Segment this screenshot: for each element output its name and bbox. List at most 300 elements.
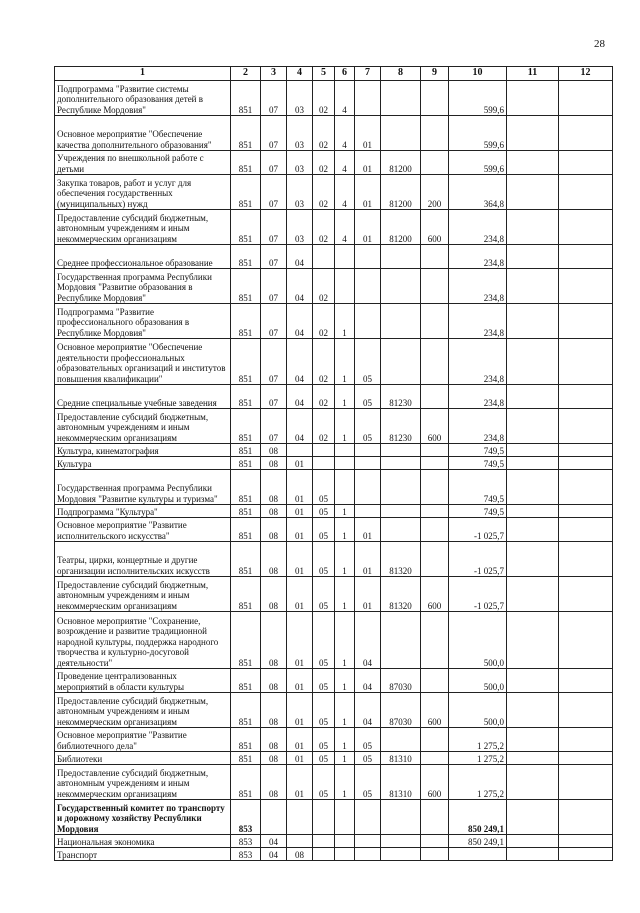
column-12-cell — [559, 210, 613, 245]
column-12-cell — [559, 304, 613, 339]
section-cell: 08 — [261, 518, 287, 542]
budget-code-cell: 853 — [231, 835, 261, 848]
budget-code-cell: 851 — [231, 116, 261, 151]
subsection-cell: 04 — [287, 269, 313, 304]
subsection-cell: 01 — [287, 765, 313, 800]
section-cell: 08 — [261, 693, 287, 728]
subsection-cell: 01 — [287, 612, 313, 669]
direction-cell — [381, 339, 421, 385]
expense-type-cell — [421, 470, 449, 505]
column-12-cell — [559, 728, 613, 752]
expense-type-cell — [421, 245, 449, 269]
subsection-cell: 04 — [287, 409, 313, 444]
subsection-cell: 01 — [287, 457, 313, 470]
section-cell: 08 — [261, 470, 287, 505]
section-cell: 08 — [261, 728, 287, 752]
table-row — [55, 444, 613, 457]
program-cell: 02 — [313, 151, 335, 175]
section-cell: 08 — [261, 505, 287, 518]
table-row — [55, 116, 613, 151]
column-12-cell — [559, 444, 613, 457]
expense-type-cell — [421, 269, 449, 304]
program-cell: 05 — [313, 669, 335, 693]
row-name-cell: Средние специальные учебные заведения — [55, 385, 231, 409]
activity-cell — [355, 470, 381, 505]
section-cell: 08 — [261, 457, 287, 470]
subsection-cell: 01 — [287, 577, 313, 612]
direction-cell — [381, 612, 421, 669]
row-name-cell: Культура, кинематография — [55, 444, 231, 457]
program-cell: 05 — [313, 505, 335, 518]
column-11-cell — [507, 505, 559, 518]
column-12-cell — [559, 151, 613, 175]
subprogram-cell: 4 — [335, 81, 355, 116]
column-11-cell — [507, 304, 559, 339]
program-cell: 05 — [313, 470, 335, 505]
program-cell: 02 — [313, 385, 335, 409]
direction-cell — [381, 304, 421, 339]
budget-code-cell: 851 — [231, 470, 261, 505]
budget-code-cell: 851 — [231, 728, 261, 752]
program-cell — [313, 835, 335, 848]
program-cell — [313, 444, 335, 457]
program-cell: 05 — [313, 612, 335, 669]
direction-cell — [381, 444, 421, 457]
table-row — [55, 385, 613, 409]
row-name-cell: Закупка товаров, работ и услуг для обеспечения государственных (муниципальных) нужд — [55, 175, 231, 210]
direction-cell — [381, 848, 421, 861]
amount-cell: 234,8 — [449, 339, 507, 385]
table-row — [55, 728, 613, 752]
column-12-cell — [559, 518, 613, 542]
amount-cell: 500,0 — [449, 612, 507, 669]
program-cell: 05 — [313, 693, 335, 728]
subprogram-cell: 4 — [335, 116, 355, 151]
subsection-cell: 01 — [287, 752, 313, 765]
amount-cell: 749,5 — [449, 470, 507, 505]
section-cell: 07 — [261, 175, 287, 210]
column-12-cell — [559, 612, 613, 669]
program-cell: 02 — [313, 175, 335, 210]
column-12-cell — [559, 505, 613, 518]
expense-type-cell: 600 — [421, 210, 449, 245]
subsection-cell: 08 — [287, 848, 313, 861]
expense-type-cell — [421, 669, 449, 693]
column-12-cell — [559, 339, 613, 385]
column-header: 10 — [449, 67, 507, 81]
expense-type-cell — [421, 728, 449, 752]
subprogram-cell — [335, 444, 355, 457]
subprogram-cell: 1 — [335, 518, 355, 542]
subprogram-cell: 1 — [335, 542, 355, 577]
row-name-cell: Предоставление субсидий бюджетным, автономным учреждениям и иным некоммерческим организациям — [55, 577, 231, 612]
row-name-cell: Основное мероприятие "Обеспечение деятельности профессиональных образовательных организаций и институтов повышения квалификации" — [55, 339, 231, 385]
program-cell: 02 — [313, 116, 335, 151]
expense-type-cell — [421, 444, 449, 457]
table-row — [55, 470, 613, 505]
subprogram-cell: 1 — [335, 693, 355, 728]
direction-cell — [381, 518, 421, 542]
budget-code-cell: 851 — [231, 752, 261, 765]
section-cell: 08 — [261, 542, 287, 577]
section-cell — [261, 800, 287, 835]
table-row — [55, 151, 613, 175]
column-11-cell — [507, 765, 559, 800]
subprogram-cell: 1 — [335, 385, 355, 409]
column-11-cell — [507, 577, 559, 612]
subprogram-cell — [335, 848, 355, 861]
row-name-cell: Государственная программа Республики Мордовия "Развитие культуры и туризма" — [55, 470, 231, 505]
row-name-cell: Среднее профессиональное образование — [55, 245, 231, 269]
column-11-cell — [507, 116, 559, 151]
direction-cell: 81200 — [381, 151, 421, 175]
program-cell — [313, 848, 335, 861]
expense-type-cell — [421, 116, 449, 151]
section-cell: 08 — [261, 577, 287, 612]
subprogram-cell — [335, 245, 355, 269]
table-row — [55, 518, 613, 542]
subsection-cell: 03 — [287, 175, 313, 210]
direction-cell — [381, 800, 421, 835]
column-11-cell — [507, 457, 559, 470]
subprogram-cell — [335, 470, 355, 505]
activity-cell: 01 — [355, 518, 381, 542]
activity-cell — [355, 835, 381, 848]
amount-cell: 500,0 — [449, 693, 507, 728]
activity-cell — [355, 81, 381, 116]
row-name-cell: Основное мероприятие "Обеспечение качества дополнительного образования" — [55, 116, 231, 151]
column-11-cell — [507, 693, 559, 728]
column-11-cell — [507, 444, 559, 457]
amount-cell: 1 275,2 — [449, 752, 507, 765]
column-12-cell — [559, 693, 613, 728]
subprogram-cell: 1 — [335, 752, 355, 765]
subprogram-cell — [335, 800, 355, 835]
column-11-cell — [507, 835, 559, 848]
direction-cell: 81310 — [381, 752, 421, 765]
row-name-cell: Предоставление субсидий бюджетным, автономным учреждениям и иным некоммерческим организациям — [55, 210, 231, 245]
table-row — [55, 210, 613, 245]
budget-code-cell: 851 — [231, 245, 261, 269]
table-row — [55, 457, 613, 470]
program-cell — [313, 457, 335, 470]
amount-cell: 749,5 — [449, 444, 507, 457]
program-cell — [313, 245, 335, 269]
subsection-cell: 01 — [287, 669, 313, 693]
subprogram-cell: 1 — [335, 612, 355, 669]
section-cell: 04 — [261, 835, 287, 848]
row-name-cell: Государственная программа Республики Мордовия "Развитие образования в Республике Мордовия" — [55, 269, 231, 304]
column-11-cell — [507, 339, 559, 385]
expense-type-cell: 200 — [421, 175, 449, 210]
subprogram-cell: 1 — [335, 765, 355, 800]
activity-cell: 01 — [355, 542, 381, 577]
column-12-cell — [559, 800, 613, 835]
column-11-cell — [507, 470, 559, 505]
activity-cell: 04 — [355, 693, 381, 728]
activity-cell — [355, 245, 381, 269]
activity-cell — [355, 457, 381, 470]
subsection-cell — [287, 444, 313, 457]
subsection-cell: 04 — [287, 304, 313, 339]
budget-code-cell: 851 — [231, 409, 261, 444]
table-body — [55, 81, 613, 861]
section-cell: 07 — [261, 151, 287, 175]
column-11-cell — [507, 175, 559, 210]
direction-cell: 87030 — [381, 669, 421, 693]
row-name-cell: Национальная экономика — [55, 835, 231, 848]
subsection-cell: 01 — [287, 470, 313, 505]
column-header: 2 — [231, 67, 261, 81]
expense-type-cell — [421, 505, 449, 518]
expense-type-cell — [421, 151, 449, 175]
column-11-cell — [507, 269, 559, 304]
amount-cell — [449, 848, 507, 861]
program-cell: 05 — [313, 542, 335, 577]
section-cell: 08 — [261, 612, 287, 669]
row-name-cell: Подпрограмма "Развитие системы дополнительного образования детей в Республике Мордовия" — [55, 81, 231, 116]
section-cell: 07 — [261, 304, 287, 339]
subsection-cell: 03 — [287, 81, 313, 116]
program-cell: 02 — [313, 339, 335, 385]
subprogram-cell: 1 — [335, 577, 355, 612]
amount-cell: 500,0 — [449, 669, 507, 693]
subprogram-cell: 4 — [335, 175, 355, 210]
budget-code-cell: 851 — [231, 505, 261, 518]
subsection-cell: 03 — [287, 210, 313, 245]
activity-cell: 04 — [355, 612, 381, 669]
table-row — [55, 612, 613, 669]
column-12-cell — [559, 542, 613, 577]
budget-code-cell: 853 — [231, 848, 261, 861]
row-name-cell: Предоставление субсидий бюджетным, автономным учреждениям и иным некоммерческим организациям — [55, 693, 231, 728]
row-name-cell: Культура — [55, 457, 231, 470]
activity-cell — [355, 505, 381, 518]
subsection-cell: 01 — [287, 693, 313, 728]
budget-code-cell: 851 — [231, 612, 261, 669]
activity-cell: 05 — [355, 339, 381, 385]
column-12-cell — [559, 385, 613, 409]
expense-type-cell — [421, 81, 449, 116]
column-11-cell — [507, 409, 559, 444]
table-row — [55, 269, 613, 304]
table-row — [55, 304, 613, 339]
amount-cell: 1 275,2 — [449, 765, 507, 800]
activity-cell: 01 — [355, 577, 381, 612]
column-11-cell — [507, 81, 559, 116]
table-row — [55, 765, 613, 800]
amount-cell: -1 025,7 — [449, 518, 507, 542]
subsection-cell: 04 — [287, 385, 313, 409]
activity-cell — [355, 304, 381, 339]
table-row — [55, 505, 613, 518]
subsection-cell: 01 — [287, 505, 313, 518]
budget-code-cell: 851 — [231, 385, 261, 409]
column-header: 7 — [355, 67, 381, 81]
budget-code-cell: 851 — [231, 457, 261, 470]
column-header: 6 — [335, 67, 355, 81]
activity-cell: 05 — [355, 752, 381, 765]
column-header: 8 — [381, 67, 421, 81]
expense-type-cell: 600 — [421, 765, 449, 800]
activity-cell: 01 — [355, 151, 381, 175]
table-row — [55, 245, 613, 269]
table-row — [55, 577, 613, 612]
direction-cell — [381, 835, 421, 848]
budget-code-cell: 851 — [231, 175, 261, 210]
table-row — [55, 542, 613, 577]
activity-cell — [355, 800, 381, 835]
column-12-cell — [559, 835, 613, 848]
column-12-cell — [559, 848, 613, 861]
section-cell: 07 — [261, 116, 287, 151]
section-cell: 07 — [261, 385, 287, 409]
program-cell: 05 — [313, 728, 335, 752]
subsection-cell: 01 — [287, 728, 313, 752]
budget-code-cell: 851 — [231, 669, 261, 693]
section-cell: 08 — [261, 752, 287, 765]
amount-cell: -1 025,7 — [449, 542, 507, 577]
section-cell: 07 — [261, 409, 287, 444]
activity-cell: 05 — [355, 765, 381, 800]
expense-type-cell — [421, 800, 449, 835]
direction-cell: 81200 — [381, 175, 421, 210]
column-header: 9 — [421, 67, 449, 81]
subprogram-cell: 1 — [335, 728, 355, 752]
amount-cell: 850 249,1 — [449, 835, 507, 848]
column-12-cell — [559, 765, 613, 800]
column-header: 12 — [559, 67, 613, 81]
column-header: 5 — [313, 67, 335, 81]
budget-code-cell: 851 — [231, 765, 261, 800]
program-cell: 05 — [313, 577, 335, 612]
column-12-cell — [559, 175, 613, 210]
table-row — [55, 669, 613, 693]
row-name-cell: Библиотеки — [55, 752, 231, 765]
subsection-cell — [287, 800, 313, 835]
expense-type-cell: 600 — [421, 409, 449, 444]
direction-cell — [381, 81, 421, 116]
direction-cell: 81230 — [381, 409, 421, 444]
amount-cell: 599,6 — [449, 116, 507, 151]
program-cell: 02 — [313, 210, 335, 245]
subprogram-cell: 4 — [335, 151, 355, 175]
column-header: 1 — [55, 67, 231, 81]
program-cell: 02 — [313, 409, 335, 444]
direction-cell — [381, 457, 421, 470]
table-row — [55, 752, 613, 765]
column-12-cell — [559, 669, 613, 693]
section-cell: 04 — [261, 848, 287, 861]
subprogram-cell — [335, 269, 355, 304]
budget-code-cell: 851 — [231, 81, 261, 116]
subprogram-cell — [335, 457, 355, 470]
table-header-row — [55, 67, 613, 81]
expense-type-cell — [421, 385, 449, 409]
activity-cell: 05 — [355, 409, 381, 444]
direction-cell — [381, 245, 421, 269]
subprogram-cell: 4 — [335, 210, 355, 245]
budget-table — [54, 66, 613, 861]
column-header: 4 — [287, 67, 313, 81]
table-row — [55, 81, 613, 116]
row-name-cell: Предоставление субсидий бюджетным, автономным учреждениям и иным некоммерческим организациям — [55, 409, 231, 444]
row-name-cell: Государственный комитет по транспорту и дорожному хозяйству Республики Мордовия — [55, 800, 231, 835]
row-name-cell: Предоставление субсидий бюджетным, автономным учреждениям и иным некоммерческим организациям — [55, 765, 231, 800]
budget-code-cell: 851 — [231, 577, 261, 612]
section-cell: 07 — [261, 81, 287, 116]
direction-cell — [381, 116, 421, 151]
subprogram-cell: 1 — [335, 505, 355, 518]
subsection-cell: 03 — [287, 151, 313, 175]
row-name-cell: Транспорт — [55, 848, 231, 861]
row-name-cell: Театры, цирки, концертные и другие организации исполнительских искусств — [55, 542, 231, 577]
subprogram-cell — [335, 835, 355, 848]
budget-code-cell: 851 — [231, 151, 261, 175]
column-12-cell — [559, 457, 613, 470]
amount-cell: 850 249,1 — [449, 800, 507, 835]
table-row — [55, 409, 613, 444]
subsection-cell — [287, 835, 313, 848]
amount-cell: 1 275,2 — [449, 728, 507, 752]
direction-cell: 81320 — [381, 577, 421, 612]
activity-cell — [355, 269, 381, 304]
direction-cell — [381, 269, 421, 304]
section-cell: 08 — [261, 444, 287, 457]
row-name-cell: Проведение централизованных мероприятий в области культуры — [55, 669, 231, 693]
expense-type-cell — [421, 848, 449, 861]
program-cell: 05 — [313, 765, 335, 800]
budget-code-cell: 851 — [231, 304, 261, 339]
column-11-cell — [507, 385, 559, 409]
expense-type-cell — [421, 752, 449, 765]
column-12-cell — [559, 409, 613, 444]
amount-cell: 749,5 — [449, 505, 507, 518]
budget-code-cell: 851 — [231, 542, 261, 577]
program-cell — [313, 800, 335, 835]
expense-type-cell — [421, 612, 449, 669]
column-12-cell — [559, 269, 613, 304]
column-12-cell — [559, 577, 613, 612]
budget-code-cell: 851 — [231, 693, 261, 728]
budget-code-cell: 851 — [231, 210, 261, 245]
budget-code-cell: 851 — [231, 518, 261, 542]
column-11-cell — [507, 848, 559, 861]
program-cell: 05 — [313, 518, 335, 542]
amount-cell: 234,8 — [449, 210, 507, 245]
activity-cell: 01 — [355, 210, 381, 245]
direction-cell: 81200 — [381, 210, 421, 245]
expense-type-cell — [421, 457, 449, 470]
column-11-cell — [507, 612, 559, 669]
program-cell: 05 — [313, 752, 335, 765]
activity-cell — [355, 848, 381, 861]
subsection-cell: 01 — [287, 542, 313, 577]
amount-cell: 234,8 — [449, 304, 507, 339]
direction-cell: 81320 — [381, 542, 421, 577]
subprogram-cell: 1 — [335, 669, 355, 693]
column-12-cell — [559, 752, 613, 765]
column-12-cell — [559, 245, 613, 269]
section-cell: 07 — [261, 210, 287, 245]
amount-cell: 599,6 — [449, 151, 507, 175]
activity-cell: 01 — [355, 175, 381, 210]
direction-cell — [381, 470, 421, 505]
column-11-cell — [507, 151, 559, 175]
column-12-cell — [559, 470, 613, 505]
table-row — [55, 800, 613, 835]
amount-cell: 234,8 — [449, 269, 507, 304]
